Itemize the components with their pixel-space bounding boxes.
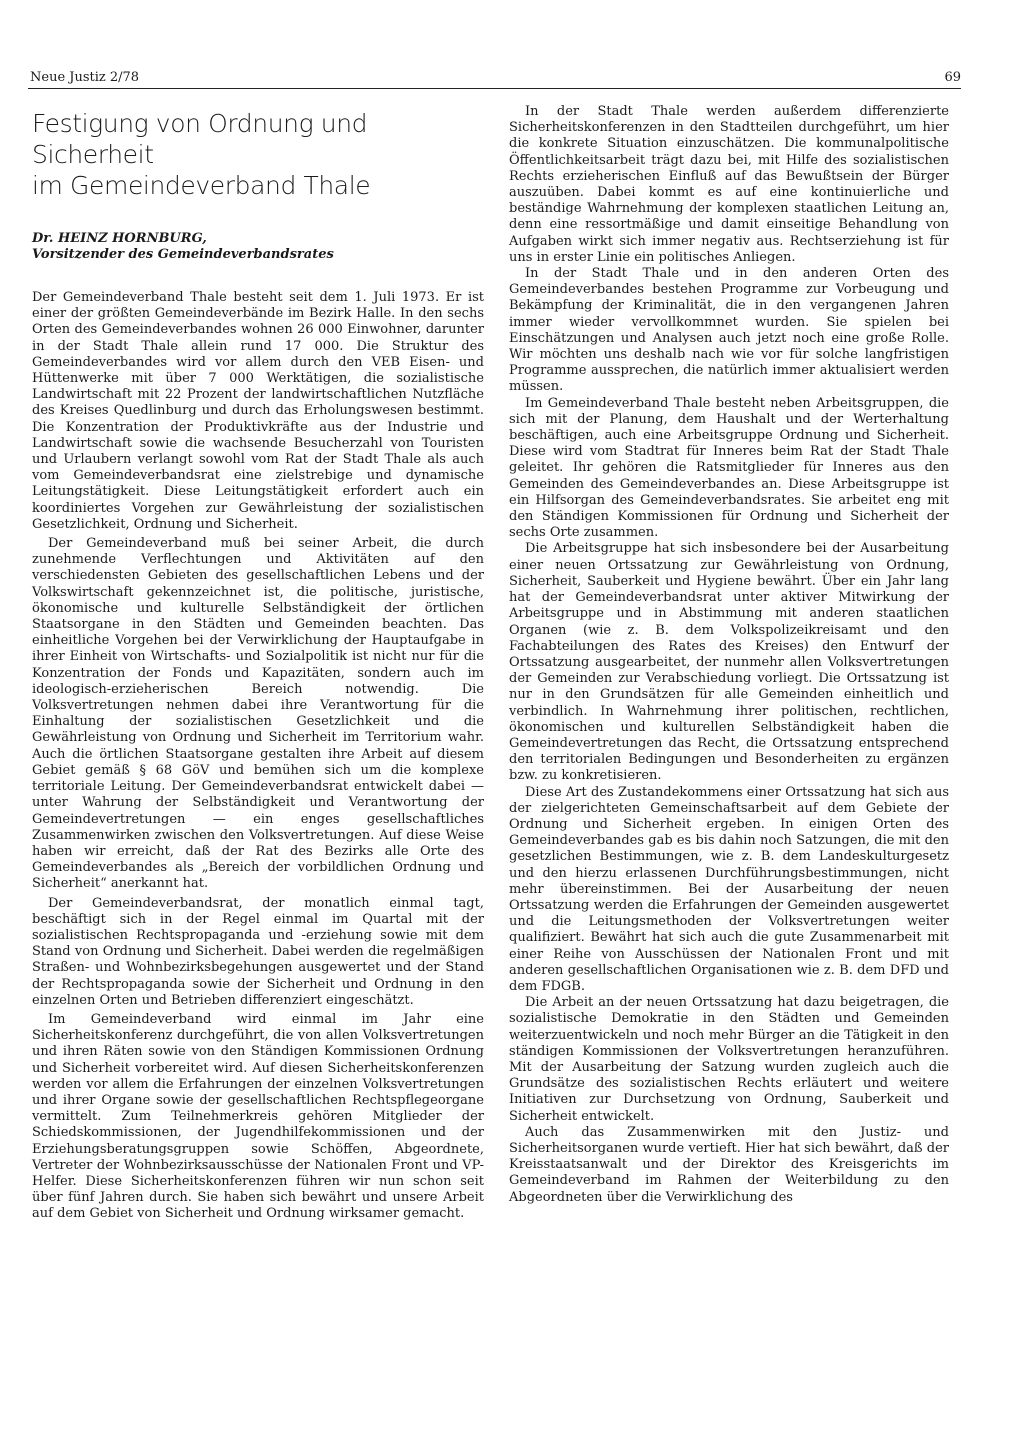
author-role: Vorsitzender des Gemeindeverbandsrates xyxy=(32,247,334,262)
paragraph: Der Gemeindeverband muß bei seiner Arbeit, die durch zunehmende Verflechtungen und Aktivitäten auf den verschiedensten Gebieten des gesellschaftlichen Lebens und der Volkswirtschaft gekennzeichnet ist, die politische, juristische, ökonomische und kulturelle Selbständigkeit der örtlichen Staatsorgane in den Städten und Gemeinden beachten. Das einheitliche Vorgehen bei der Verwirklichung der Hauptaufgabe in ihrer Einheit von Wirtschafts- und Sozialpolitik ist nicht nur für die Konzentration der Fonds und Kapazitäten, sondern auch im ideologisch-erzieherischen Bereich notwendig. Die Volksvertretungen nehmen dabei ihre Verantwortung für die Einhaltung der sozialistischen Gesetzlichkeit und die Gewährleistung von Ordnung und Sicherheit im Territorium wahr. Auch die örtlichen Staatsorgane gestalten ihre Arbeit auf diesem Gebiet gemäß § 68 GöV und bemühen sich um die komplexe territoriale Leitung. Der Gemeindeverbandsrat entwickelt dabei — unter Wahrung der Selbständigkeit und Verantwortung der Gemeindevertretungen — ein enges gesellschaftliches Zusammenwirken zwischen den Volksvertretungen. Auf diese Weise haben wir erreicht, daß der Rat des Bezirks alle Orte des Gemeindeverbandes als „Bereich der vorbildlichen Ordnung und Sicherheit“ anerkannt hat. xyxy=(32,536,484,892)
article-title-line-2: im Gemeindeverband Thale xyxy=(32,171,371,200)
paragraph: Der Gemeindeverband Thale besteht seit dem 1. Juli 1973. Er ist einer der größten Gemeindeverbände im Bezirk Halle. In den sechs Orten des Gemeindeverbandes wohnen 26 000 Einwohner, darunter in der Stadt Thale allein rund 17 000. Die Struktur des Gemeindeverbandes wird vor allem durch den VEB Eisen- und Hüttenwerke mit über 7 000 Werktätigen, die sozialistische Landwirtschaft mit 22 Prozent der landwirtschaftlichen Nutzfläche des Kreises Quedlinburg und durch das Erholungswesen bestimmt. Die Konzentration der Produktivkräfte aus der Industrie und Landwirtschaft sowie die wachsende Besucherzahl von Touristen und Urlaubern verlangt sowohl vom Rat der Stadt Thale als auch vom Gemeindeverbandsrat eine zielstrebige und dynamische Leitungstätigkeit. Diese Leitungstätigkeit erfordert auch ein koordiniertes Vorgehen zur Gewährleistung der sozialistischen Gesetzlichkeit, Ordnung und Sicherheit. xyxy=(32,290,484,532)
paragraph: Im Gemeindeverband wird einmal im Jahr eine Sicherheitskonferenz durchgeführt, die von allen Volksvertretungen und ihren Räten sowie von den Ständigen Kommissionen Ordnung und Sicherheit vorbereitet wird. Auf diesen Sicherheitskonferenzen werden vor allem die Erfahrungen der einzelnen Volksvertretungen und ihrer Organe sowie der gesellschaftlichen Rechtspflegeorgane vermittelt. Zum Teilnehmerkreis gehören Mitglieder der Schiedskommissionen, der Jugendhilfekommissionen und der Erziehungsberatungsgruppen sowie Schöffen, Abgeordnete, Vertreter der Wohnbezirksausschüsse der Nationalen Front und VP-Helfer. Diese Sicherheitskonferenzen führen wir nun schon seit über fünf Jahren durch. Sie haben sich bewährt und unsere Arbeit auf dem Gebiet von Sicherheit und Ordnung wirksamer gemacht. xyxy=(32,1011,484,1222)
paragraph: Diese Art des Zustandekommens einer Ortssatzung hat sich aus der zielgerichteten Gemeinschaftsarbeit auf dem Gebiete der Ordnung und Sicherheit ergeben. In einigen Orten des Gemeindeverbandes gab es bis dahin noch Satzungen, die mit den gesetzlichen Bestimmungen, wie z. B. dem Landeskulturgesetz und den hierzu erlassenen Durchführungsbestimmungen, nicht mehr übereinstimmen. Bei der Ausarbeitung der neuen Ortssatzung werden die Erfahrungen der Gemeinden ausgewertet und die Leitungsmethoden der Volksvertretungen weiter qualifiziert. Bewährt hat sich auch die gute Zusammenarbeit mit einer Reihe von Ausschüssen der Nationalen Front und mit anderen gesellschaftlichen Organisationen wie z. B. dem DFD und dem FDGB. xyxy=(509,784,949,994)
running-header xyxy=(28,66,961,89)
paragraph: In der Stadt Thale und in den anderen Orten des Gemeindeverbandes bestehen Programme zur Vorbeugung und Bekämpfung der Kriminalität, die in den vergangenen Jahren immer wieder vervollkommnet wurden. Sie spielen bei Einschätzungen und Analysen auch jetzt noch eine große Rolle. Wir möchten uns deshalb nach wie vor für solche langfristigen Programme aussprechen, die natürlich immer aktualisiert werden müssen. xyxy=(509,266,949,395)
article-title-line-1: Festigung von Ordnung und Sicherheit xyxy=(32,109,368,169)
paragraph: Der Gemeindeverbandsrat, der monatlich einmal tagt, beschäftigt sich in der Regel einmal im Quartal mit der sozialistischen Rechtspropaganda und -erziehung sowie mit dem Stand von Ordnung und Sicherheit. Dabei werden die regelmäßigen Straßen- und Wohnbezirksbegehungen ausgewertet und der Stand der Rechtspropaganda sowie der Sicherheit und Ordnung in den einzelnen Orten und Betrieben differenziert eingeschätzt. xyxy=(32,895,484,1008)
paragraph: Auch das Zusammenwirken mit den Justiz- und Sicherheitsorganen wurde vertieft. Hier hat sich bewährt, daß der Kreisstaatsanwalt und der Direktor des Kreisgerichts im Gemeindeverband im Rahmen der Weiterbildung zu den Abgeordneten über die Verwirklichung des xyxy=(509,1124,949,1205)
paragraph: In der Stadt Thale werden außerdem differenzierte Sicherheitskonferenzen in den Stadtteilen durchgeführt, um hier die konkrete Situation einzuschätzen. Die kommunalpolitische Öffentlichkeitsarbeit trägt dazu bei, mit Hilfe des sozialistischen Rechts erzieherischen Einfluß auf das Bewußtsein der Bürger auszuüben. Dabei kommt es auf eine kontinuierliche und beständige Wahrnehmung der komplexen staatlichen Leitung an, denn eine ressortmäßige und damit einseitige Behandlung von Aufgaben wirkt sich immer negativ aus. Rechtserziehung ist für uns in erster Linie ein politisches Anliegen. xyxy=(509,104,949,265)
paragraph: Die Arbeitsgruppe hat sich insbesondere bei der Ausarbeitung einer neuen Ortssatzung zur Gewährleistung von Ordnung, Sicherheit, Sauberkeit und Hygiene bewährt. Über ein Jahr lang hat der Gemeindeverbandsrat unter aktiver Mitwirkung der Arbeitsgruppe und in Abstimmung mit anderen staatlichen Organen (wie z. B. dem Volkspolizeikreisamt und den Fachabteilungen des Rates des Kreises) den Entwurf der Ortssatzung ausgearbeitet, der nunmehr allen Volksvertretungen der Gemeinden zur Verabschiedung vorliegt. Die Ortssatzung ist nur in den Grundsätzen für alle Gemeinden einheitlich und verbindlich. In Wahrnehmung ihrer politischen, rechtlichen, ökonomischen und kulturellen Selbständigkeit haben die Gemeindevertretungen das Recht, die Ortssatzung entsprechend den territorialen Bedingungen und Besonderheiten zu ergänzen bzw. zu konkretisieren. xyxy=(509,541,949,784)
page-number: 69 xyxy=(944,70,961,85)
paragraph: Die Arbeit an der neuen Ortssatzung hat dazu beigetragen, die sozialistische Demokratie in den Städten und Gemeinden weiterzuentwickeln und noch mehr Bürger an die Tätigkeit in den ständigen Kommissionen der Volksvertretungen heranzuführen. Mit der Ausarbeitung der Satzung wurden zugleich auch die Grundsätze des sozialistischen Rechts erläutert und weitere Initiativen zur Durchsetzung von Ordnung, Sauberkeit und Sicherheit entwickelt. xyxy=(509,995,949,1124)
author-name: Dr. HEINZ HORNBURG, xyxy=(32,231,207,246)
journal-issue: Neue Justiz 2/78 xyxy=(30,70,140,85)
left-column xyxy=(32,104,484,1223)
article-title xyxy=(32,108,484,201)
right-column xyxy=(509,104,949,1206)
paragraph: Im Gemeindeverband Thale besteht neben Arbeitsgruppen, die sich mit der Planung, dem Haushalt und der Werterhaltung beschäftigen, auch eine Arbeitsgruppe Ordnung und Sicherheit. Diese wird vom Stadtrat für Inneres beim Rat der Stadt Thale geleitet. Ihr gehören die Ratsmitglieder für Inneres aus den Gemeinden des Gemeindeverbandes an. Diese Arbeitsgruppe ist ein Hilfsorgan des Gemeindeverbandsrates. Sie arbeitet eng mit den Ständigen Kommissionen für Ordnung und Sicherheit der sechs Orte zusammen. xyxy=(509,395,949,541)
